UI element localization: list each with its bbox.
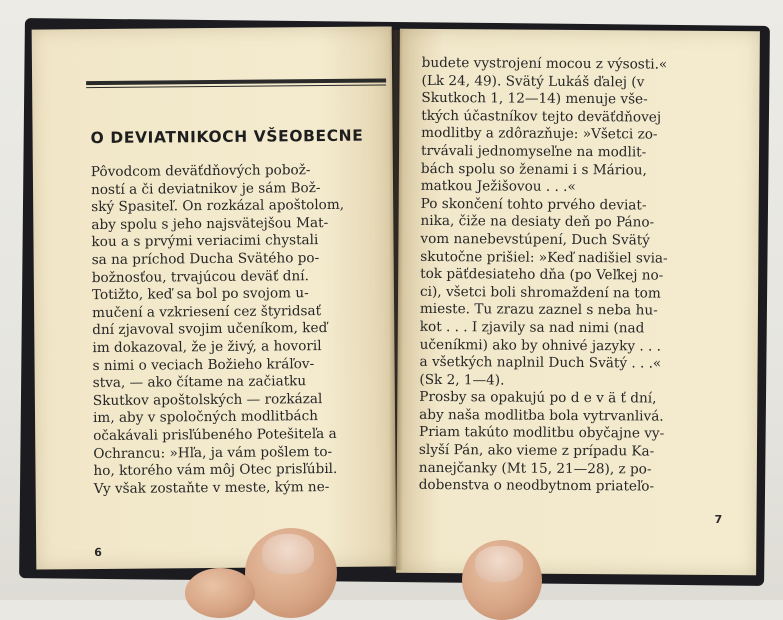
text-line: bách spolu so ženami i s Máriou, bbox=[420, 160, 647, 179]
right-thumbnail-nail bbox=[475, 546, 523, 582]
text-line: vom nanebevstúpení, Duch Svätý bbox=[420, 230, 650, 249]
text-line: Prosby sa opakujú po d e v ä ť dní, bbox=[419, 389, 657, 407]
text-line: budete vystrojení mocou z výsosti.« bbox=[421, 54, 668, 73]
text-line: Vy však zostaňte v meste, kým ne- bbox=[93, 478, 330, 497]
text-line: Ochrancu: »Hľa, ja vám pošlem to- bbox=[93, 443, 333, 462]
text-line: (Lk 24, 49). Svätý Lukáš ďalej (v bbox=[421, 72, 645, 91]
text-line: sa na príchod Ducha Svätého po- bbox=[91, 250, 320, 269]
right-page bbox=[396, 29, 760, 576]
text-line: tok päťdesiateho dňa (po Veľkej no- bbox=[420, 266, 664, 284]
text-line: Totižto, keď sa bol po svojom u- bbox=[91, 285, 309, 304]
text-line: trvávali jednomyseľne na modlit- bbox=[420, 142, 647, 161]
left-finger bbox=[185, 568, 255, 618]
right-page-number: 7 bbox=[714, 512, 723, 527]
text-line: a všetkých naplnil Duch Svätý . . .« bbox=[419, 353, 662, 372]
text-line: aby naša modlitba bola vytrvanlivá. bbox=[419, 406, 664, 425]
text-line: Skutkov apoštolských — rozkázal bbox=[92, 390, 323, 409]
text-line: matkou Ježišovou . . .« bbox=[420, 178, 576, 196]
text-line: nanejčanky (Mt 15, 21—28), z po- bbox=[418, 459, 652, 478]
text-line: dobenstva o neodbytnom priateľo- bbox=[418, 477, 655, 495]
text-line: slyší Pán, ako vieme z prípadu Ka- bbox=[418, 441, 655, 460]
text-line: tkých účastníkov tejto deväťdňovej bbox=[421, 107, 662, 126]
text-line: Pôvodcom deväťdňových pobož- bbox=[90, 162, 311, 181]
left-page-number: 6 bbox=[94, 545, 102, 560]
left-thumbnail-nail bbox=[262, 534, 314, 574]
text-line: stva, — ako čítame na začiatku bbox=[92, 373, 307, 392]
text-line: Po skončení tohto prvého deviat- bbox=[420, 195, 647, 214]
text-line: ci), všetci boli shromaždení na tom bbox=[420, 283, 661, 302]
text-line: aby spolu s jeho najsvätejšou Mat- bbox=[91, 214, 329, 233]
right-page-text bbox=[419, 55, 742, 497]
chapter-title: O DEVIATNIKOCH VŠEOBECNE bbox=[90, 126, 364, 148]
text-line: učeníkmi) ako by ohnivé jazyky . . . bbox=[419, 336, 662, 355]
text-line: kot . . . I zjavily sa nad nimi (nad bbox=[419, 318, 645, 337]
text-line: dní zjavoval svojim učeníkom, keď bbox=[92, 320, 328, 339]
title-rule-thin bbox=[86, 84, 386, 88]
text-line: mučení a vzkriesení cez štyridsať bbox=[92, 302, 322, 321]
text-line: ský Spasiteľ. On rozkázal apoštolom, bbox=[91, 197, 345, 216]
text-line: mieste. Tu zrazu zaznel s neba hu- bbox=[419, 301, 658, 319]
text-line: im dokazoval, že je živý, a hovoril bbox=[92, 338, 322, 356]
text-line: s nimi o veciach Božieho kráľov- bbox=[92, 355, 315, 374]
text-line: ností a či deviatnikov je sám Bož- bbox=[90, 179, 321, 198]
text-line: im, aby v spoločných modlitbách bbox=[92, 408, 319, 427]
text-line: skutočne prišiel: »Keď nadišiel svia- bbox=[420, 248, 668, 267]
left-page bbox=[32, 26, 397, 569]
book-gutter bbox=[389, 30, 403, 570]
text-line: nika, čiže na desiaty deň po Páno- bbox=[420, 213, 655, 231]
text-line: kou a s prvými veriacimi chystali bbox=[91, 232, 319, 251]
text-line: ho, ktorého vám môj Otec prisľúbil. bbox=[93, 461, 338, 480]
text-line: božnosťou, trvajúcou deväť dní. bbox=[91, 267, 309, 286]
text-line: Skutkoch 1, 12—14) menuje vše- bbox=[421, 90, 648, 108]
text-line: očakávali prisľúbeného Potešiteľa a bbox=[93, 425, 337, 444]
text-line: modlitby a zdôrazňuje: »Všetci zo- bbox=[421, 125, 658, 143]
text-line: Priam takúto modlitbu obyčajne vy- bbox=[419, 424, 665, 443]
text-line: (Sk 2, 1—4). bbox=[419, 371, 505, 389]
left-page-text bbox=[91, 161, 394, 498]
